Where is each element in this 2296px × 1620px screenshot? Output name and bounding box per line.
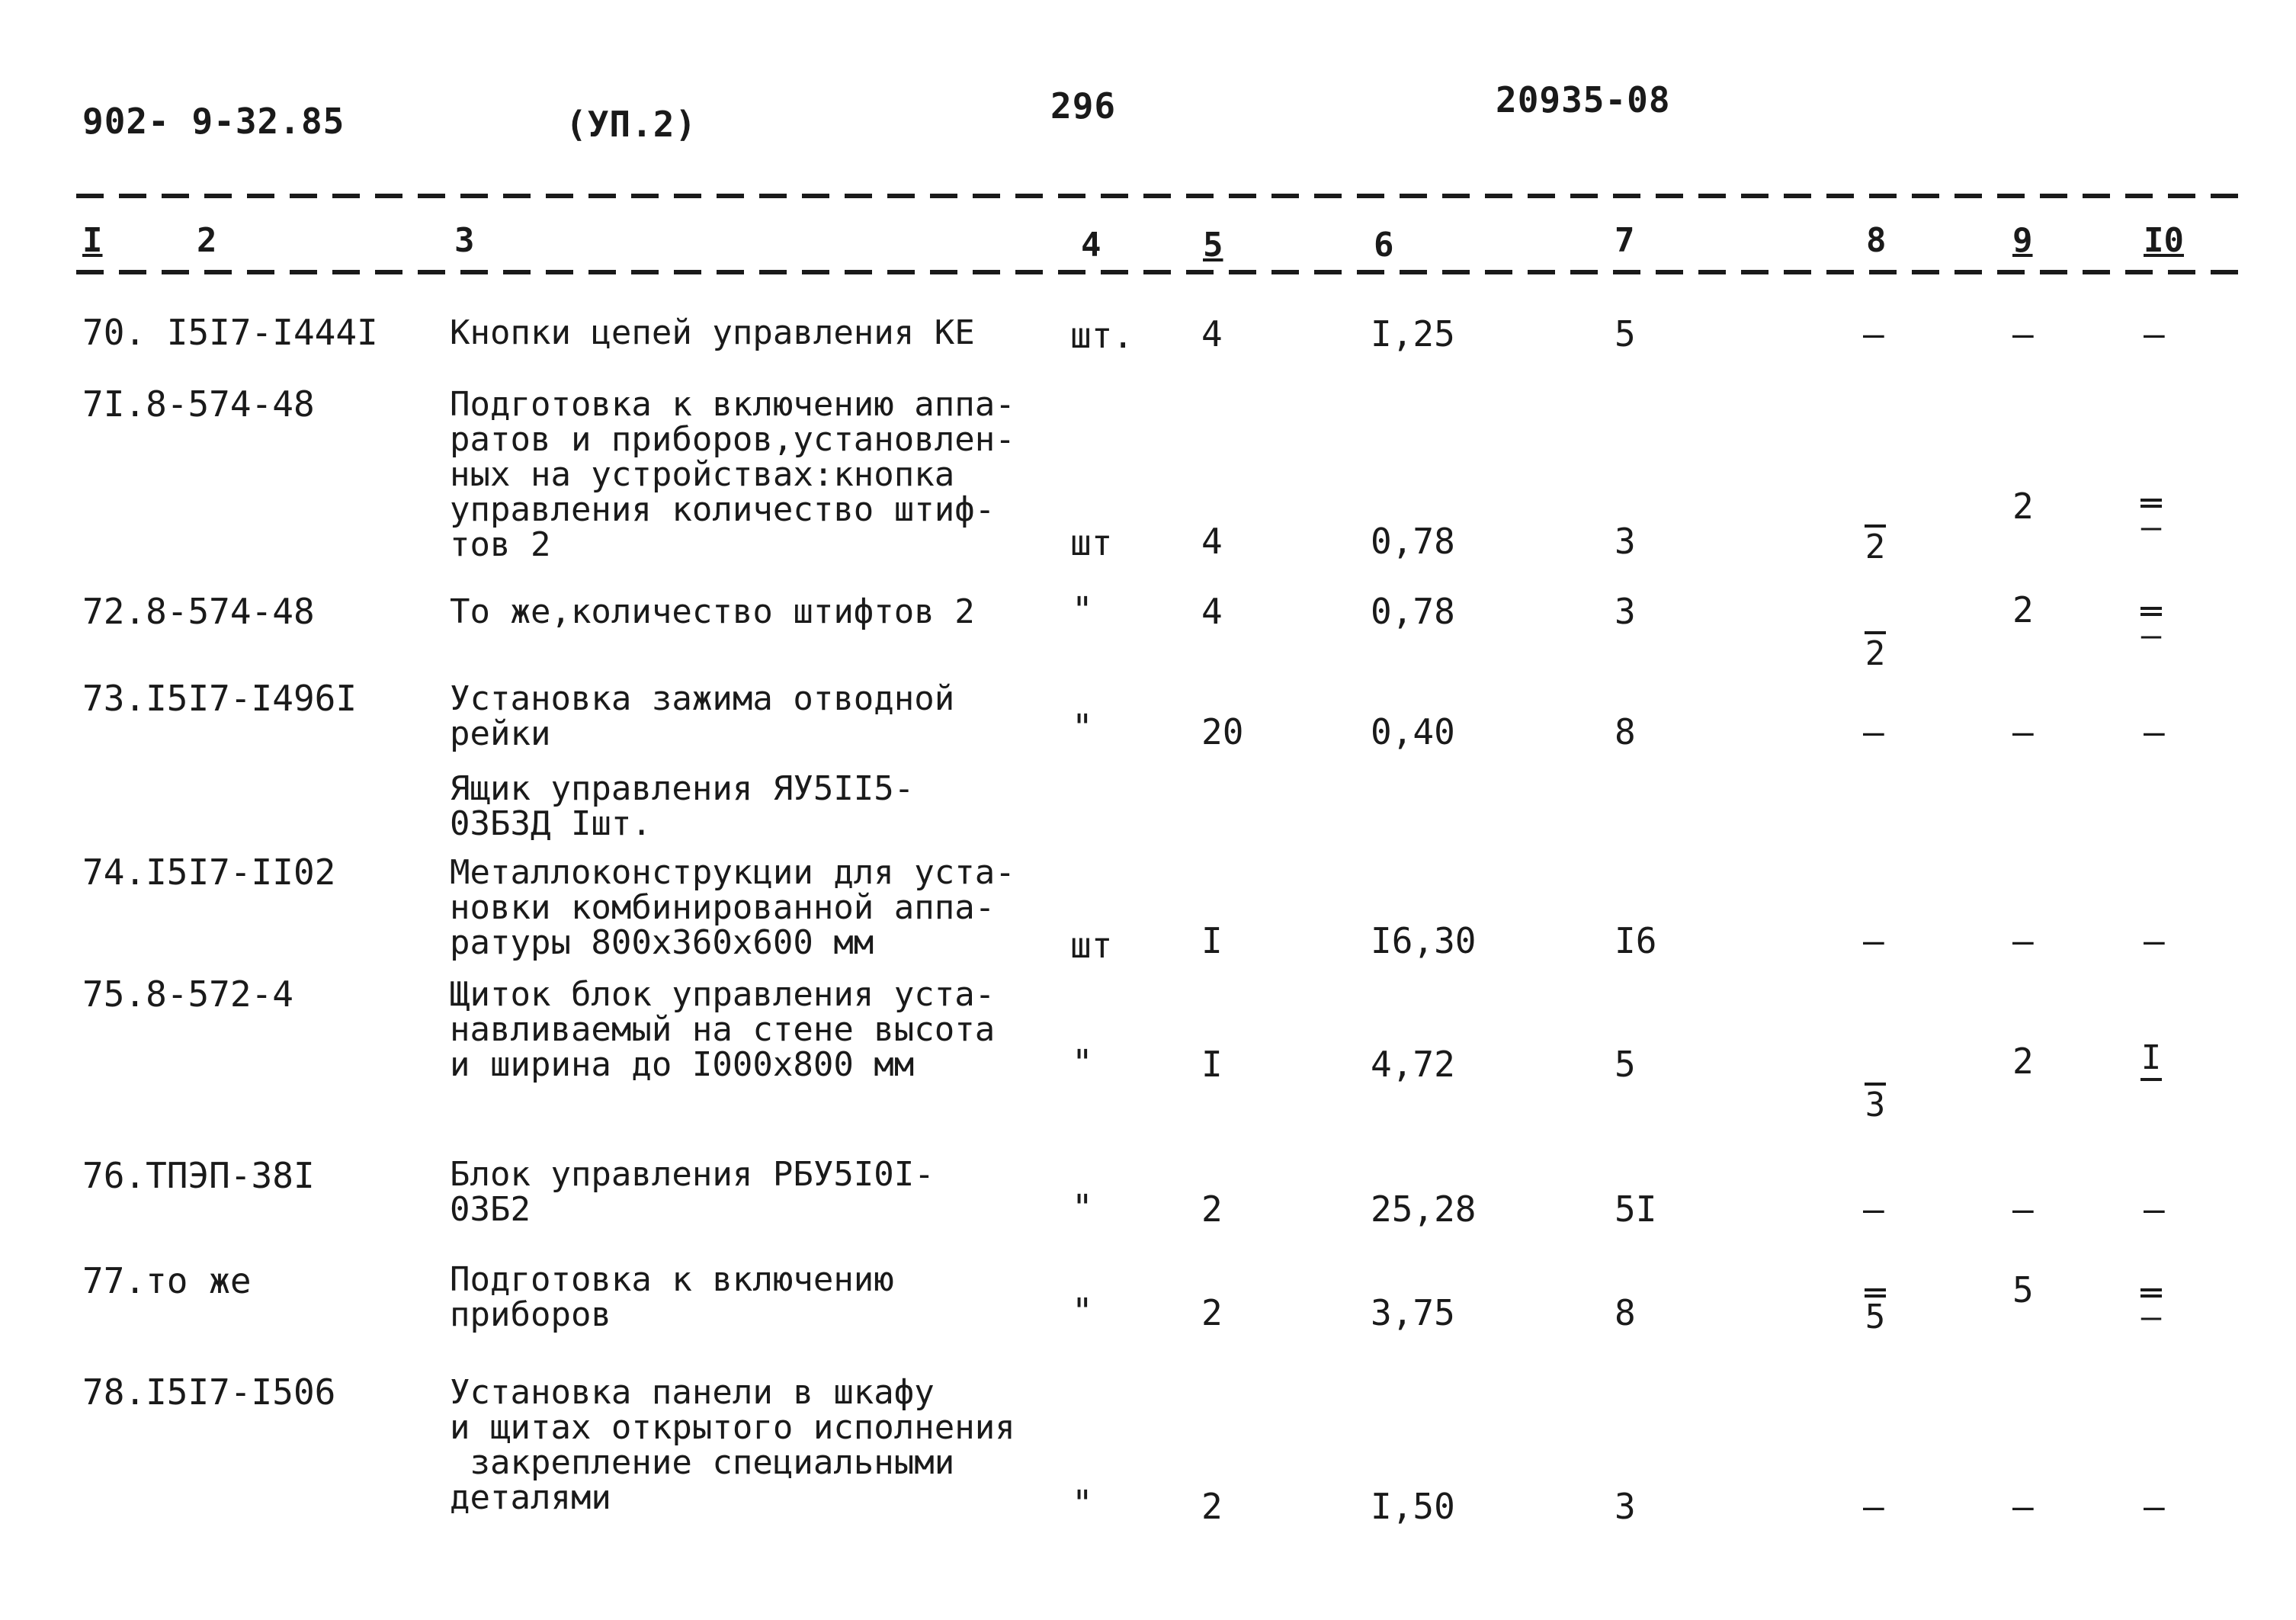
row-73-unit: "	[1072, 707, 1093, 748]
row-78-code: 78.I5I7-I506	[82, 1371, 336, 1413]
col-2: 2	[197, 221, 217, 260]
row-71-norm: 0,78	[1371, 521, 1455, 562]
sheet-code: 20935-08	[1496, 79, 1671, 120]
row-78-unit: "	[1072, 1483, 1093, 1524]
row-75-qty: I	[1201, 1044, 1223, 1085]
row-70-norm: I,25	[1371, 313, 1455, 354]
row-71-total: 3	[1615, 521, 1636, 562]
row-74-code: 74.I5I7-II02	[82, 852, 336, 893]
row-76-unit: "	[1072, 1187, 1093, 1228]
col-5: 5	[1203, 226, 1223, 265]
row-72-code: 72.8-574-48	[82, 591, 315, 632]
col-4: 4	[1081, 226, 1102, 265]
row-71-unit: шт	[1070, 522, 1113, 563]
row-76-code: 76.ТПЭП-38I	[82, 1155, 315, 1196]
row-71-c8-fraction: 2	[1860, 488, 1890, 564]
row-72-desc: То же,количество штифтов 2	[450, 592, 975, 631]
row-73-c8: –	[1863, 711, 1884, 752]
row-71-code: 7I.8-574-48	[82, 383, 315, 425]
row-77-code: 77.то же	[82, 1260, 252, 1301]
top-dashed-rule	[76, 194, 2241, 198]
row-78-total: 3	[1615, 1486, 1636, 1527]
row-70-c9: –	[2012, 313, 2034, 354]
col-6: 6	[1374, 226, 1394, 265]
row-75-norm: 4,72	[1371, 1044, 1455, 1085]
row-74-norm: I6,30	[1371, 920, 1477, 961]
col-10: I0	[2144, 221, 2184, 260]
row-78-c8: –	[1863, 1486, 1884, 1527]
row-71-c9: 2	[2012, 486, 2034, 527]
row-71-c10-fraction: –	[2136, 496, 2166, 544]
row-77-c8-fraction: 5	[1860, 1285, 1890, 1334]
col-8: 8	[1866, 221, 1887, 260]
row-74-c9: –	[2012, 920, 2034, 961]
row-73-desc: Установка зажима отводной рейки	[450, 679, 955, 753]
row-73-total: 8	[1615, 711, 1636, 752]
row-70-c8: –	[1863, 313, 1884, 354]
row-76-norm: 25,28	[1371, 1189, 1477, 1230]
row-75-c10-fraction: I	[2136, 1041, 2166, 1118]
row-72-total: 3	[1615, 591, 1636, 632]
row-75-code: 75.8-572-4	[82, 974, 293, 1015]
row-73-code: 73.I5I7-I496I	[82, 678, 358, 719]
row-77-norm: 3,75	[1371, 1292, 1455, 1333]
row-75-desc: Щиток блок управления уста- навливаемый на стене высота и ширина до I000х800 мм	[450, 975, 996, 1084]
row-74-unit: шт	[1070, 925, 1113, 966]
row-72-unit: "	[1072, 589, 1093, 630]
row-70-qty: 4	[1201, 313, 1223, 354]
row-76-desc: Блок управления РБУ5I0I- 03Б2	[450, 1155, 935, 1229]
row-75-unit: "	[1072, 1042, 1093, 1083]
row-74-qty: I	[1201, 920, 1223, 961]
header-dashed-rule	[76, 270, 2241, 274]
row-70-code: 70. I5I7-I444I	[82, 312, 378, 353]
row-73-qty: 20	[1201, 711, 1244, 752]
row-71-desc: Подготовка к включению аппа- ратов и приборов,установлен- ных на устройствах:кнопка управления количество штиф- тов 2	[450, 385, 1015, 564]
row-76-c10: –	[2144, 1189, 2165, 1230]
row-78-c9: –	[2012, 1486, 2034, 1527]
row-74-c8: –	[1863, 920, 1884, 961]
row-72-c10-fraction: –	[2136, 604, 2166, 653]
row-77-desc: Подготовка к включению приборов	[450, 1260, 894, 1334]
row-72-c8-fraction: 2	[1860, 595, 1890, 671]
row-70-desc: Кнопки цепей управления КЕ	[450, 313, 975, 352]
row-72-c9: 2	[2012, 589, 2034, 630]
row-77-unit: "	[1072, 1291, 1093, 1332]
row-74-c10: –	[2144, 920, 2165, 961]
row-77-c9: 5	[2012, 1269, 2034, 1310]
row-73-c10: –	[2144, 711, 2165, 752]
row-74-total: I6	[1615, 920, 1657, 961]
row-75-c9: 2	[2012, 1041, 2034, 1082]
row-73-c9: –	[2012, 711, 2034, 752]
row-76-total: 5I	[1615, 1189, 1657, 1230]
row-77-qty: 2	[1201, 1292, 1223, 1333]
row-78-desc: Установка панели в шкафу и щитах открытого исполнения закрепление специальными деталями	[450, 1373, 1015, 1517]
row-76-qty: 2	[1201, 1189, 1223, 1230]
row-72-norm: 0,78	[1371, 591, 1455, 632]
row-73-norm: 0,40	[1371, 711, 1455, 752]
section-label: (УП.2)	[566, 104, 697, 145]
row-78-c10: –	[2144, 1486, 2165, 1527]
row-77-total: 8	[1615, 1292, 1636, 1333]
col-9: 9	[2012, 221, 2033, 260]
row-71-qty: 4	[1201, 521, 1223, 562]
row-75-c8-fraction: 3	[1860, 1046, 1890, 1122]
row-70-c10: –	[2144, 313, 2165, 354]
col-7: 7	[1615, 221, 1635, 260]
doc-code: 902- 9-32.85	[82, 101, 345, 142]
row-76-c8: –	[1863, 1189, 1884, 1230]
row-77-c10-fraction: –	[2136, 1285, 2166, 1334]
row-78-norm: I,50	[1371, 1486, 1455, 1527]
col-3: 3	[454, 221, 475, 260]
row-75-total: 5	[1615, 1044, 1636, 1085]
row-72-qty: 4	[1201, 591, 1223, 632]
control-box-heading: Ящик управления ЯУ5II5- 03Б3Д Iшт.	[450, 769, 915, 843]
col-1: I	[82, 221, 103, 260]
row-70-unit: шт.	[1070, 315, 1134, 356]
row-74-desc: Металлоконструкции для уста- новки комбинированной аппа- ратуры 800х360х600 мм	[450, 853, 1015, 962]
row-70-total: 5	[1615, 313, 1636, 354]
row-78-qty: 2	[1201, 1486, 1223, 1527]
page-number: 296	[1050, 85, 1117, 127]
row-76-c9: –	[2012, 1189, 2034, 1230]
